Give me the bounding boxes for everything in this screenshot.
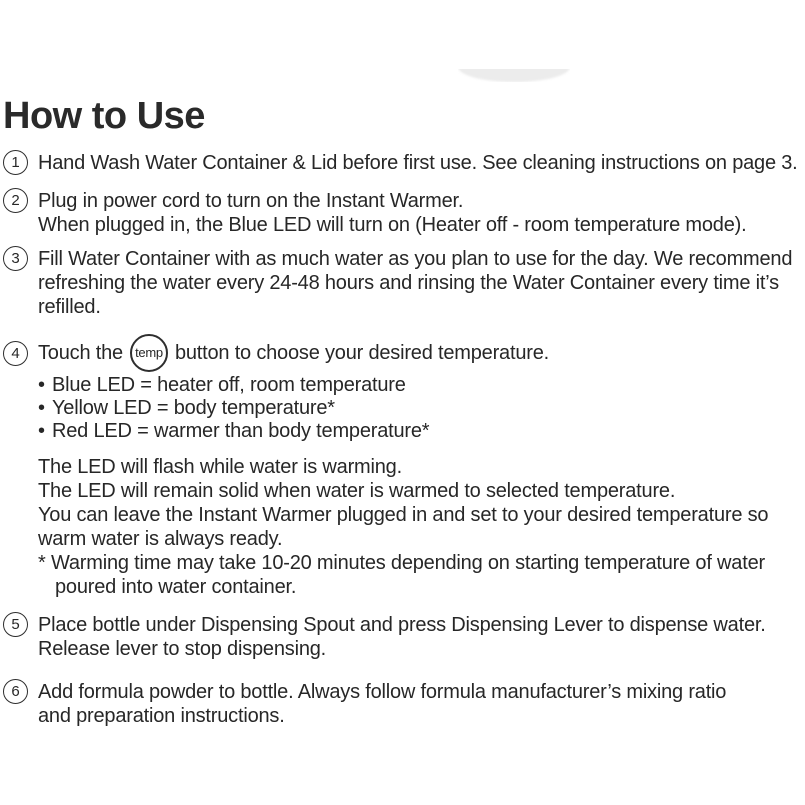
step-text-line: refreshing the water every 24-48 hours and rinsing the Water Container every time it’s <box>38 272 779 294</box>
step-number: 6 <box>11 683 20 700</box>
step-text-line: Plug in power cord to turn on the Instant Warmer. <box>38 190 464 212</box>
note-line: warm water is always ready. <box>38 528 283 550</box>
led-bullet-list <box>38 374 805 443</box>
led-bullet-item <box>38 397 805 420</box>
step-text <box>38 334 549 372</box>
note-line: The LED will flash while water is warming. <box>38 456 402 478</box>
step-item-2 <box>0 189 805 237</box>
step-number-badge <box>3 246 28 271</box>
temp-button <box>130 334 168 372</box>
step-number-badge <box>3 341 28 366</box>
bullet-marker-icon: • <box>38 420 45 442</box>
step-item-1 <box>0 151 805 175</box>
bullet-marker-icon: • <box>38 397 45 419</box>
led-bullet-item <box>38 420 805 443</box>
step-text-line: Place bottle under Dispensing Spout and press Dispensing Lever to dispense water. <box>38 614 766 636</box>
step-text-line: Hand Wash Water Container & Lid before first use. See cleaning instructions on page 3. <box>38 152 798 174</box>
step-item-6 <box>0 680 805 728</box>
step-text <box>38 151 798 175</box>
step-text <box>38 680 726 728</box>
note-line: poured into water container. <box>55 576 297 598</box>
step-number-badge <box>3 150 28 175</box>
step-text-before: Touch the <box>38 342 123 364</box>
step-text-line: Fill Water Container with as much water as you plan to use for the day. We recommend <box>38 248 793 270</box>
step-number: 1 <box>11 154 20 171</box>
step-text-line: Add formula powder to bottle. Always follow formula manufacturer’s mixing ratio <box>38 681 727 703</box>
step-text <box>38 189 746 237</box>
step-item-5 <box>0 613 805 661</box>
note-line: * Warming time may take 10-20 minutes depending on starting temperature of water <box>38 552 765 574</box>
notes-block <box>38 455 805 599</box>
step-number: 2 <box>11 192 20 209</box>
step-number-badge <box>3 679 28 704</box>
step-text-line: and preparation instructions. <box>38 705 285 727</box>
step-text-after: button to choose your desired temperature. <box>174 342 549 364</box>
step-text-line: When plugged in, the Blue LED will turn on (Heater off - room temperature mode). <box>38 214 747 236</box>
bullet-text: Blue LED = heater off, room temperature <box>52 374 406 396</box>
note-line: You can leave the Instant Warmer plugged in and set to your desired temperature so <box>38 504 769 526</box>
page-title: How to Use <box>3 95 205 137</box>
step-number-badge <box>3 188 28 213</box>
step-number: 3 <box>11 250 20 267</box>
bullet-marker-icon: • <box>38 374 45 396</box>
led-bullet-item <box>38 374 805 397</box>
step-text <box>38 247 792 319</box>
bullet-text: Red LED = warmer than body temperature* <box>52 420 430 442</box>
bullet-text: Yellow LED = body temperature* <box>52 397 335 419</box>
step-number: 5 <box>11 616 20 633</box>
step-text-line: Release lever to stop dispensing. <box>38 638 327 660</box>
step-text-line: refilled. <box>38 296 101 318</box>
note-line: The LED will remain solid when water is warmed to selected temperature. <box>38 480 676 502</box>
step-item-3 <box>0 247 805 319</box>
temp-button-label: temp <box>135 345 163 360</box>
step-number: 4 <box>11 344 20 362</box>
step-text <box>38 613 766 661</box>
step-number-badge <box>3 612 28 637</box>
step-item-4 <box>0 333 805 373</box>
